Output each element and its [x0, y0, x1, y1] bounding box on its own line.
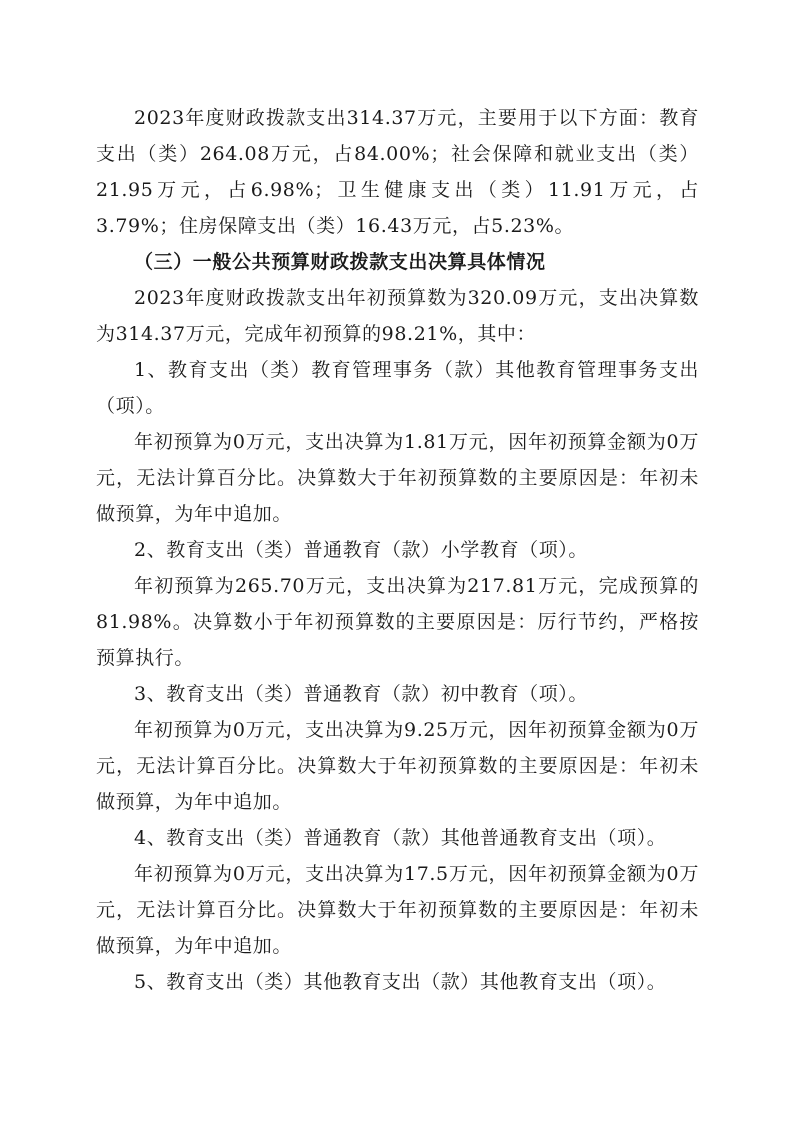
- item-5-title: 5、教育支出（类）其他教育支出（款）其他教育支出（项）。: [134, 971, 667, 993]
- item-2-detail: 年初预算为265.70万元，支出决算为217.81万元，完成预算的81.98%。决算数小于年初预算数的主要原因是：厉行节约，严格按预算执行。: [96, 575, 699, 669]
- item-2-title: 2、教育支出（类）普通教育（款）小学教育（项）。: [134, 539, 588, 561]
- item-1-title: 1、教育支出（类）教育管理事务（款）其他教育管理事务支出（项）。: [96, 359, 699, 417]
- paragraph-expenditure-summary: 2023年度财政拨款支出314.37万元，主要用于以下方面：教育支出（类）264.08万元，占84.00%；社会保障和就业支出（类）21.95万元，占6.98%；卫生健康支出（类）11.91万元，占3.79%；住房保障支出（类）16.43万元，占5.23%。: [96, 107, 699, 237]
- item-1-detail: 年初预算为0万元，支出决算为1.81万元，因年初预算金额为0万元，无法计算百分比。决算数大于年初预算数的主要原因是：年初未做预算，为年中追加。: [96, 431, 699, 525]
- document-body: [96, 100, 699, 1000]
- item-3-detail: 年初预算为0万元，支出决算为9.25万元，因年初预算金额为0万元，无法计算百分比。决算数大于年初预算数的主要原因是：年初未做预算，为年中追加。: [96, 719, 699, 813]
- section-heading: （三）一般公共预算财政拨款支出决算具体情况: [134, 251, 546, 273]
- item-4-detail: 年初预算为0万元，支出决算为17.5万元，因年初预算金额为0万元，无法计算百分比。决算数大于年初预算数的主要原因是：年初未做预算，为年中追加。: [96, 863, 699, 957]
- paragraph-budget-overview: 2023年度财政拨款支出年初预算数为320.09万元，支出决算数为314.37万元，完成年初预算的98.21%，其中：: [96, 287, 699, 345]
- item-4-title: 4、教育支出（类）普通教育（款）其他普通教育支出（项）。: [134, 827, 667, 849]
- item-3-title: 3、教育支出（类）普通教育（款）初中教育（项）。: [134, 683, 588, 705]
